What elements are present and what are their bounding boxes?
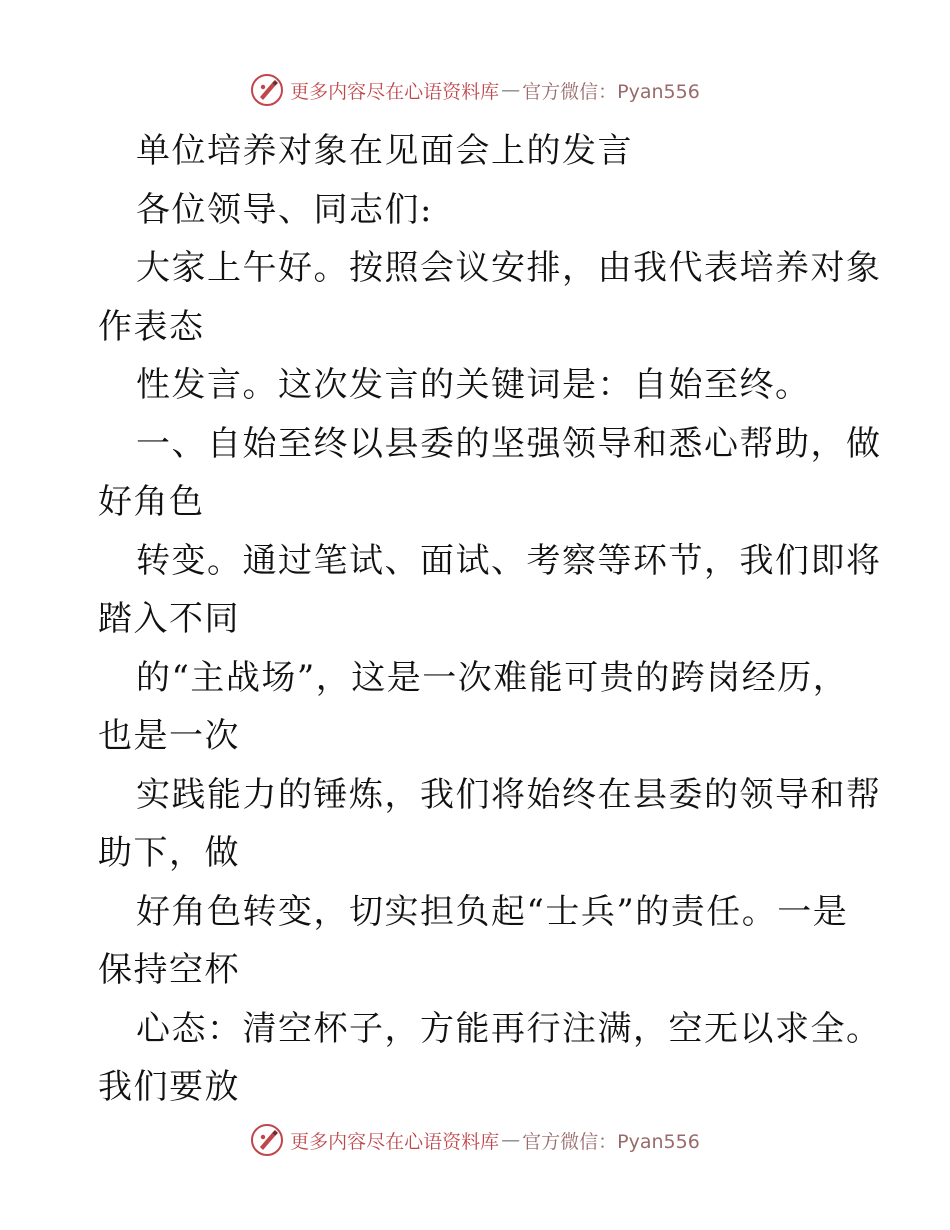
banner-separator: — <box>501 79 521 101</box>
banner-main-text: 更多内容尽在心语资料库 <box>290 1130 500 1153</box>
paragraph-line: 大家上午好。按照会议安排，由我代表培养对象 <box>136 248 882 288</box>
paragraph-line: 转变。通过笔试、面试、考察等环节，我们即将 <box>136 540 882 581</box>
document-body <box>98 122 882 1117</box>
paragraph-line: 保持空杯 <box>98 950 240 990</box>
section-heading-line: 一、自始至终以县委的坚强领导和悉心帮助，做 <box>136 423 882 464</box>
salutation: 各位领导、同志们: <box>136 189 433 230</box>
banner-separator: — <box>501 1129 521 1151</box>
paragraph-line: 心态：清空杯子，方能再行注满，空无以求全。 <box>136 1008 882 1049</box>
paragraph-line: 也是一次 <box>98 716 240 756</box>
banner-contact-text: 官方微信：Pyan556 <box>522 80 700 103</box>
paragraph-line: 我们要放 <box>98 1067 240 1107</box>
paragraph-line: 好角色转变，切实担负起“士兵”的责任。一是 <box>136 891 849 932</box>
paragraph-line: 实践能力的锤炼，我们将始终在县委的领导和帮 <box>136 774 882 815</box>
pen-nib-logo-icon <box>250 73 284 107</box>
footer-banner <box>0 1120 950 1160</box>
paragraph-line: 助下，做 <box>98 833 240 873</box>
paragraph-line: 踏入不同 <box>98 599 240 639</box>
paragraph-line: 的“主战场”，这是一次难能可贵的跨岗经历， <box>136 657 849 698</box>
banner-main-text: 更多内容尽在心语资料库 <box>290 80 500 103</box>
pen-nib-logo-icon <box>250 1123 284 1157</box>
banner-contact-text: 官方微信：Pyan556 <box>522 1130 700 1153</box>
document-title: 单位培养对象在见面会上的发言 <box>136 131 633 171</box>
paragraph-line: 好角色 <box>98 482 205 522</box>
paragraph-line: 性发言。这次发言的关键词是：自始至终。 <box>136 365 811 405</box>
header-banner <box>0 70 950 110</box>
paragraph-line: 作表态 <box>98 306 205 347</box>
